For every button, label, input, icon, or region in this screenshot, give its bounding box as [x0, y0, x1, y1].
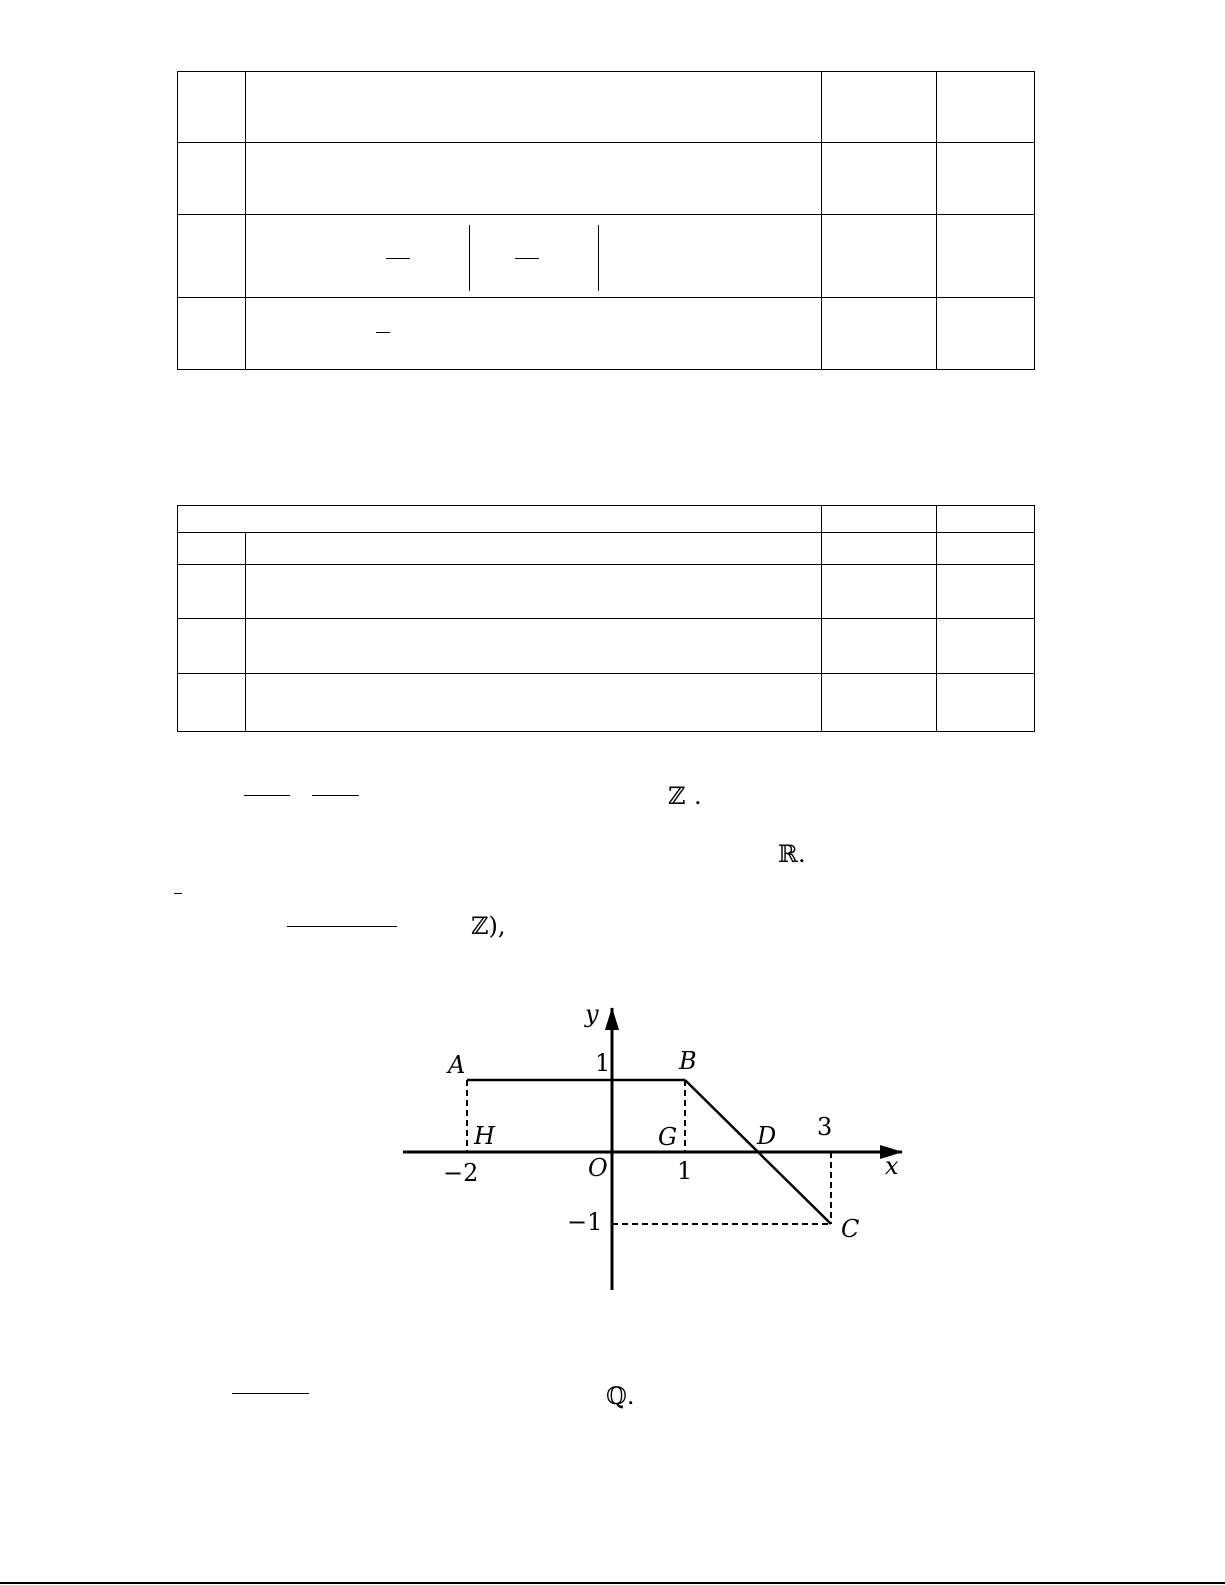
period: . [694, 782, 702, 810]
tick-label-y-1: 1 [595, 1049, 611, 1077]
y-axis-arrow-icon [605, 1007, 619, 1030]
point-label-A: A [448, 1051, 466, 1079]
point-label-G: G [658, 1123, 678, 1151]
tick-label-x-1: 1 [677, 1157, 693, 1185]
origin-label: O [588, 1154, 608, 1182]
point-label-B: B [679, 1047, 697, 1075]
tick-label-x-3: 3 [817, 1113, 833, 1141]
point-label-H: H [474, 1122, 495, 1150]
rationals-symbol: ℚ. [606, 1382, 635, 1410]
axis-label-x: x [885, 1152, 899, 1180]
point-label-C: C [841, 1215, 860, 1243]
tick-label-x-minus2: −2 [443, 1159, 479, 1187]
axis-label-y: y [585, 1000, 599, 1028]
tick-label-y-minus1: −1 [567, 1208, 603, 1236]
point-label-D: D [757, 1122, 777, 1150]
integers-symbol-2: ℤ), [471, 912, 506, 940]
fraction-bar [232, 1393, 309, 1394]
reals-symbol: ℝ. [778, 840, 806, 868]
integers-symbol: ℤ [668, 782, 686, 810]
page-bottom-rule [0, 1582, 1225, 1584]
